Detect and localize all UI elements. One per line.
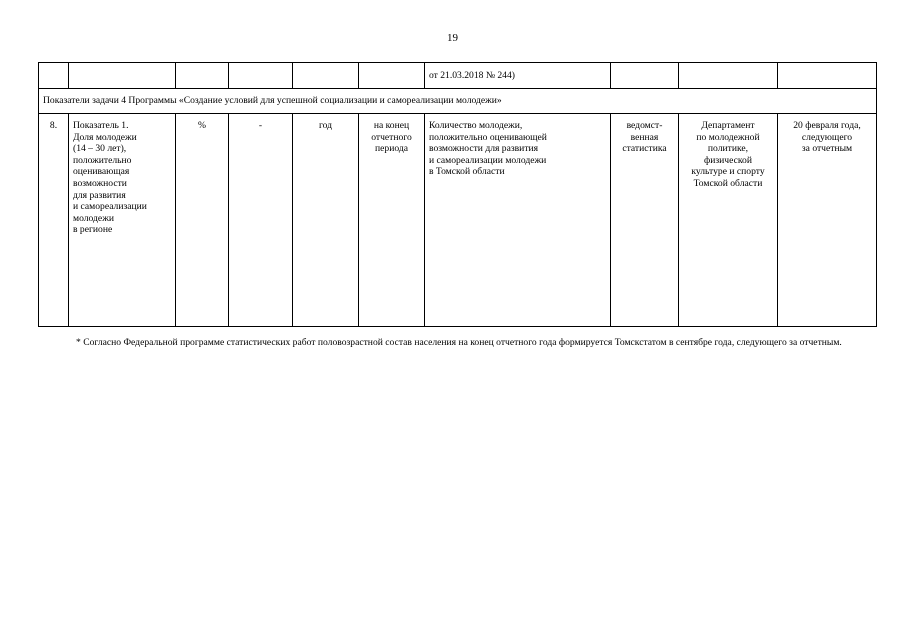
text-line: положительно оценивающей — [429, 131, 547, 143]
section-title: Показатели задачи 4 Программы «Создание условий для успешной социализации и самореализации молодежи» — [39, 89, 877, 114]
table-cell — [176, 63, 229, 89]
text-line: статистика — [622, 143, 667, 155]
text-line: политике, — [707, 143, 749, 155]
table-cell — [778, 63, 877, 89]
text-line: ведомст- — [626, 120, 663, 131]
table-cell — [229, 63, 293, 89]
text-line: физической — [704, 154, 752, 166]
source-cell — [611, 114, 679, 327]
responsible-cell — [679, 114, 778, 327]
table-cell — [69, 63, 176, 89]
text-line: оценивающая — [73, 166, 130, 178]
table-cell-decree: от 21.03.2018 № 244) — [425, 63, 611, 89]
table-row — [39, 114, 877, 327]
text-line: отчетного — [371, 131, 412, 143]
text-line: и самореализации молодежи — [429, 154, 547, 166]
text-line: Департамент — [701, 120, 755, 131]
footnote: * Согласно Федеральной программе статистических работ половозрастной состав населения на конец отчетного года формируется Томскстатом в сентябре года, следующего за отчетным. — [76, 337, 842, 348]
text-line: Томской области — [693, 177, 763, 189]
table-cell — [293, 63, 359, 89]
dash-cell: - — [229, 114, 293, 327]
text-line: следующего — [801, 131, 853, 143]
text-line: 20 февраля года, — [793, 120, 861, 131]
table-cell — [359, 63, 425, 89]
indicator-name — [69, 114, 176, 327]
text-line: молодежи — [73, 212, 114, 224]
method-cell — [425, 114, 611, 327]
row-number: 8. — [39, 114, 69, 327]
indicators-table — [38, 62, 877, 327]
table-cell — [679, 63, 778, 89]
text-line: на конец — [373, 120, 410, 131]
text-line: Доля молодежи — [73, 131, 137, 143]
table-row-header-continuation — [39, 63, 877, 89]
text-line: для развития — [73, 189, 126, 201]
text-line: в регионе — [73, 224, 113, 236]
text-line: венная — [630, 131, 659, 143]
unit-cell: % — [176, 114, 229, 327]
period-cell: год — [293, 114, 359, 327]
text-line: культуре и спорту — [691, 166, 765, 178]
time-cell — [359, 114, 425, 327]
text-line: Количество молодежи, — [429, 120, 523, 131]
text-line: по молодежной — [696, 131, 760, 143]
table-row-section — [39, 89, 877, 114]
text-line: и самореализации — [73, 201, 147, 213]
text-line: положительно — [73, 154, 132, 166]
text-line: за отчетным — [801, 143, 853, 155]
text-line: возможности — [73, 177, 127, 189]
page-number: 19 — [447, 32, 458, 44]
deadline-cell — [778, 114, 877, 327]
text-line: периода — [375, 143, 408, 155]
table-cell — [611, 63, 679, 89]
text-line: Показатель 1. — [73, 120, 129, 131]
text-line: (14 – 30 лет), — [73, 143, 127, 155]
text-line: возможности для развития — [429, 143, 539, 155]
text-line: в Томской области — [429, 166, 505, 178]
table-cell — [39, 63, 69, 89]
